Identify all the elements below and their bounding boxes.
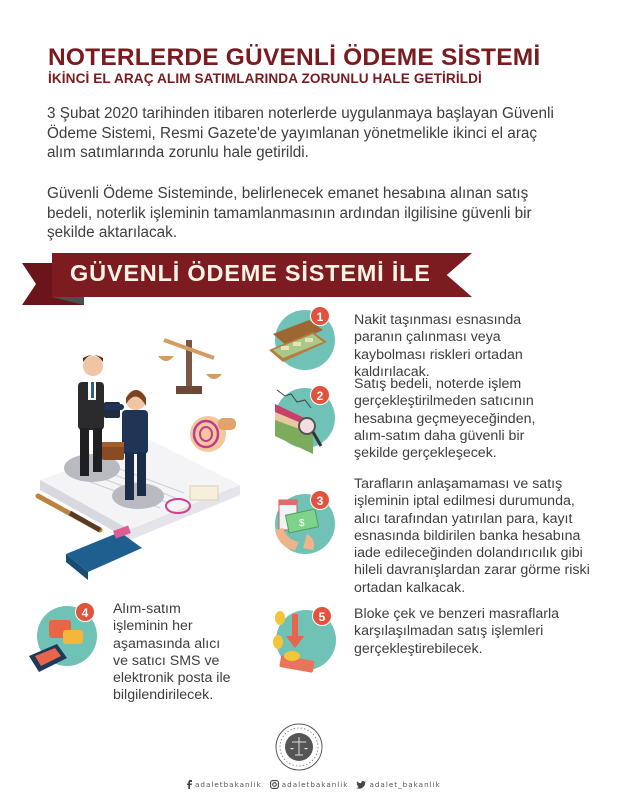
item-text: Satış bedeli, noterde işlem gerçekleştirilmeden satıcının hesabına geçmeyeceğinden, alım-satım daha güvenli bir şekilde gerçekleşecek. — [354, 376, 536, 462]
svg-text:$: $ — [299, 518, 305, 529]
item-number-badge: 4 — [75, 602, 95, 622]
ministry-seal-logo — [274, 722, 324, 772]
twitter-link[interactable] — [356, 780, 440, 789]
facebook-handle: adaletbakanlik — [195, 780, 262, 789]
twitter-icon — [356, 781, 366, 789]
item-number-badge: 3 — [310, 490, 330, 510]
intro-paragraph-2: Güvenli Ödeme Sisteminde, belirlenecek emanet hesabına alınan satış bedeli, noterlik işleminin tamamlanmasının ardından ilgilisine güvenli bir şekilde aktarılacak. — [47, 185, 532, 241]
item-text: Bloke çek ve benzeri masraflarla karşılaşılmadan satış işlemleri gerçekleştirebilecek. — [354, 606, 560, 657]
instagram-link[interactable] — [270, 780, 349, 789]
item-number-badge: 1 — [310, 306, 330, 326]
item-text: Nakit taşınması esnasında paranın çalınması veya kaybolması riskleri ortadan kaldırılacak. — [354, 312, 523, 380]
section-banner — [22, 253, 470, 305]
handshake-icon — [30, 318, 260, 586]
social-links — [186, 780, 441, 789]
item-number-badge: 5 — [312, 606, 332, 626]
instagram-icon — [270, 780, 279, 789]
item-number-badge: 2 — [310, 385, 330, 405]
facebook-link[interactable] — [186, 780, 262, 789]
item-text: Alım-satım işleminin her aşamasında alıcı ve satıcı SMS ve elektronik posta ile bilgilendirilecek. — [113, 601, 231, 704]
banner-label: GÜVENLİ ÖDEME SİSTEMİ İLE — [70, 260, 431, 286]
twitter-handle: adalet_bakanlik — [369, 780, 441, 789]
scales-of-justice-icon — [274, 722, 324, 772]
page-subtitle: İKİNCİ EL ARAÇ ALIM SATIMLARINDA ZORUNLU HALE GETİRİLDİ — [48, 71, 482, 86]
item-text: Tarafların anlaşamaması ve satış işleminin iptal edilmesi durumunda, alıcı tarafından yatırılan para, kayıt esnasında bildirilen banka hesabına iade edileceğinden dolandırıcılık gibi hileli davranışlardan zarar görme riski ortadan kalkacak. — [354, 476, 590, 596]
instagram-handle: adaletbakanlik — [281, 780, 349, 789]
handshake-illustration — [30, 318, 260, 586]
facebook-icon — [186, 780, 192, 789]
page-title: NOTERLERDE GÜVENLİ ÖDEME SİSTEMİ — [48, 44, 541, 71]
intro-paragraph-1: 3 Şubat 2020 tarihinden itibaren noterlerde uygulanmaya başlayan Güvenli Ödeme Sistemi, Resmi Gazete'de yayımlanan yönetmelikle ikinci el araç alım satımlarında zorunlu hale getirildi. — [47, 105, 554, 161]
